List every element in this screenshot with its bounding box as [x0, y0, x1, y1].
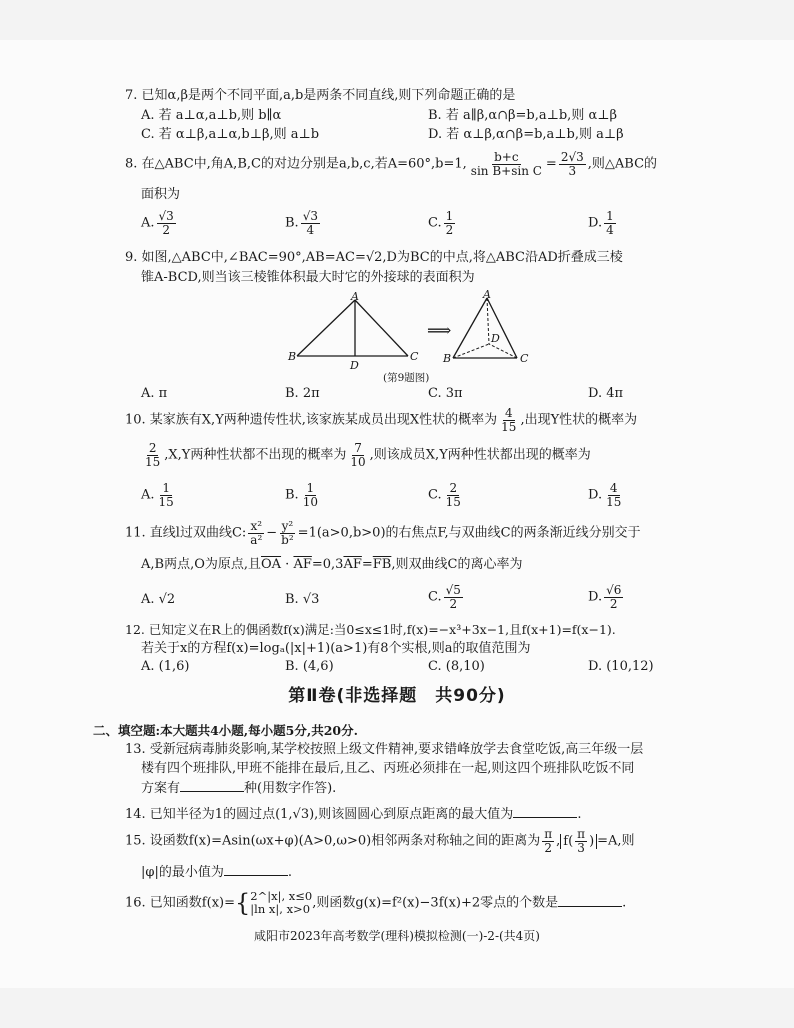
q8-fraction-den: sin B+sin C	[470, 163, 542, 178]
fig2-label-d: D	[491, 332, 500, 345]
q15-pi-num: π	[544, 827, 553, 841]
q14-line	[125, 806, 581, 823]
q10-p1-num: 4	[504, 406, 513, 420]
fig2-edge-ab	[453, 298, 487, 358]
q14-text-a: 14. 已知半径为1的圆过点(1,√3),则该圆圆心到原点距离的最大值为	[125, 807, 514, 822]
q16-text-c: .	[622, 895, 627, 911]
q10-text-d: ,则该成员X,Y两种性状都出现的概率为	[369, 447, 591, 463]
q16-answer-blank[interactable]	[558, 895, 622, 907]
q11-eq: =	[361, 557, 373, 572]
q16-piecewise	[250, 890, 312, 916]
q9-figure-caption: (第9题图)	[383, 372, 430, 384]
q12-option-c: C. (8,10)	[428, 659, 485, 674]
q8-option-c	[428, 210, 457, 236]
q10-text-c: ,X,Y两种性状都不出现的概率为	[164, 447, 347, 463]
q11-c-den: 2	[449, 596, 458, 611]
q10-p2-num: 2	[148, 441, 157, 455]
q8-option-d	[588, 210, 618, 236]
q11-text-d: =0,3	[311, 557, 344, 572]
q8-rhs-num: 2√3	[560, 150, 584, 164]
q16-case2: |ln x|, x>0	[250, 902, 311, 916]
q13-line2: 楼有四个班排队,甲班不能排在最后,且乙、丙班必须排在一起,则这四个班排队吃饭不同	[141, 761, 635, 776]
fig2-label-b: B	[443, 352, 452, 365]
q11-text-a: 11. 直线l过双曲线C:	[125, 525, 247, 541]
q10-c-label: C.	[428, 487, 442, 503]
q7-stem: 7. 已知α,β是两个不同平面,a,b是两条不同直线,则下列命题正确的是	[125, 88, 516, 103]
q10-p3-num: 7	[354, 441, 362, 455]
q8-a-num: √3	[158, 209, 174, 223]
q15-text-b: =A,则	[597, 833, 635, 849]
q8-d-label: D.	[588, 215, 603, 231]
q9-option-c: C. 3π	[428, 386, 463, 401]
q15-pi-den: 2	[544, 840, 553, 855]
q13-answer-blank[interactable]	[180, 780, 244, 792]
q10-p1-den: 15	[501, 419, 517, 434]
q10-stem-line2	[141, 442, 591, 468]
q7-option-d: D. 若 α⊥β,α∩β=b,a⊥b,则 a⊥β	[428, 127, 624, 142]
page-footer: 咸阳市2023年高考数学(理科)模拟检测(一)-2-(共4页)	[253, 929, 540, 943]
q16-brace: {	[235, 889, 251, 917]
q8-d-num: 1	[606, 209, 614, 223]
fig1-label-c: C	[410, 350, 419, 363]
fig1-label-a: A	[351, 290, 359, 303]
q11-minus: −	[266, 525, 278, 541]
q10-b-num: 1	[306, 481, 315, 495]
fig1-edge-ac	[355, 300, 408, 356]
q8-option-a	[141, 210, 178, 236]
q11-text-b: =1(a>0,b>0)的右焦点F,与双曲线C的两条渐近线分别交于	[297, 525, 641, 541]
q8-c-den: 2	[445, 222, 454, 237]
q7-option-a: A. 若 a⊥α,a⊥b,则 b∥α	[141, 108, 282, 123]
q16-case1: 2^|x|, x≤0	[250, 888, 313, 903]
q8-rhs-den: 3	[568, 163, 577, 178]
q11-dot: ·	[281, 557, 294, 572]
q10-a-den: 15	[158, 494, 174, 509]
q11-y-den: b²	[281, 532, 294, 547]
q11-d-num: √6	[606, 583, 622, 597]
q11-stem-line1	[125, 520, 641, 546]
q9-stem-line1: 9. 如图,△ABC中,∠BAC=90°,AB=AC=√2,D为BC的中点,将△ABC沿AD折叠成三棱	[125, 250, 623, 265]
q11-c-label: C.	[428, 589, 442, 605]
q11-d-den: 2	[609, 596, 618, 611]
q11-text-e: ,则双曲线C的离心率为	[391, 557, 523, 572]
q11-x-num: x²	[250, 519, 263, 533]
fig2-label-a: A	[483, 290, 491, 301]
q8-stem-tail: ,则△ABC的	[587, 156, 658, 172]
q12-stem-line2: 若关于x的方程f(x)=logₐ(|x|+1)(a>1)有8个实根,则a的取值范围为	[141, 641, 531, 656]
q11-option-c	[428, 584, 465, 610]
q15-abs-value	[560, 827, 597, 855]
q8-fraction	[469, 151, 544, 177]
fig2-edge-ac	[487, 298, 517, 358]
q10-d-den: 15	[606, 494, 622, 509]
q15-line2	[141, 864, 292, 881]
q15-abs-den: 3	[577, 840, 585, 855]
q12-option-b: B. (4,6)	[285, 659, 334, 674]
section-2-title: 第Ⅱ卷(非选择题 共90分)	[288, 686, 506, 706]
q10-text-b: ,出现Y性状的概率为	[520, 412, 638, 428]
q8-c-num: 1	[445, 209, 454, 223]
q10-text-a: 10. 某家族有X,Y两种遗传性状,该家族某成员出现X性状的概率为	[125, 412, 498, 428]
q8-stem-text: 8. 在△ABC中,角A,B,C的对边分别是a,b,c,若A=60°,b=1,	[125, 156, 467, 172]
q11-x-den: a²	[250, 532, 263, 547]
q15-abs-num: π	[577, 827, 586, 841]
q12-option-d: D. (10,12)	[588, 659, 654, 674]
q15-comma: ,	[556, 833, 561, 849]
q9-stem-line2: 锥A-BCD,则当该三棱锥体积最大时它的外接球的表面积为	[141, 270, 475, 285]
q9-option-b: B. 2π	[285, 386, 320, 401]
q12-stem-line1: 12. 已知定义在R上的偶函数f(x)满足:当0≤x≤1时,f(x)=−x³+3x−1,且f(x+1)=f(x−1).	[125, 622, 616, 637]
q8-c-label: C.	[428, 215, 442, 231]
fold-arrow-icon: ⟹	[427, 321, 452, 341]
q11-y-num: y²	[281, 519, 294, 533]
q16-line	[125, 888, 626, 918]
q9-figure	[285, 290, 555, 384]
q12-option-a: A. (1,6)	[141, 659, 190, 674]
q10-p2-den: 15	[145, 454, 161, 469]
fig2-edge-ad	[487, 298, 489, 344]
q10-c-num: 2	[449, 481, 458, 495]
q13-line1: 13. 受新冠病毒肺炎影响,某学校按照上级文件精神,要求错峰放学去食堂吃饭,高三年级一层	[125, 742, 644, 757]
fig1-edge-ab	[297, 300, 355, 356]
q15-abs-f: f(	[563, 833, 574, 849]
q10-p3-den: 10	[350, 454, 366, 469]
q9-option-d: D. 4π	[588, 386, 624, 401]
q8-d-den: 4	[606, 222, 614, 237]
q11-vector-oa: $\overline{OA}$	[261, 557, 282, 572]
q10-c-den: 15	[445, 494, 461, 509]
q13-line3	[141, 780, 336, 797]
q14-text-b: .	[577, 807, 582, 822]
q13-text-a: 方案有	[141, 781, 181, 796]
q15-line1	[125, 828, 635, 854]
q8-b-label: B.	[285, 215, 299, 231]
scan-bottom-margin	[0, 988, 794, 1028]
q10-stem-line1	[125, 407, 637, 433]
q8-stem-line2: 面积为	[141, 187, 181, 202]
q10-option-c	[428, 482, 465, 508]
q7-option-c: C. 若 α⊥β,a⊥α,b⊥β,则 a⊥b	[141, 127, 320, 142]
q11-option-a: A. √2	[141, 592, 176, 607]
q8-b-num: √3	[302, 209, 318, 223]
q10-d-label: D.	[588, 487, 603, 503]
q11-c-num: √5	[445, 583, 461, 597]
q10-d-num: 4	[609, 481, 618, 495]
q10-option-d	[588, 482, 625, 508]
q8-b-den: 4	[306, 222, 315, 237]
q8-a-den: 2	[162, 222, 170, 237]
q11-option-b: B. √3	[285, 592, 320, 607]
q15-abs-close: )	[589, 833, 595, 849]
fig2-edge-bd	[453, 344, 489, 358]
q11-vector-fb: $\overline{FB}$	[372, 557, 392, 572]
q15-text-a: 15. 设函数f(x)=Asin(ωx+φ)(A>0,ω>0)相邻两条对称轴之间的距离为	[125, 833, 541, 849]
q8-stem-line1	[125, 151, 657, 177]
q11-d-label: D.	[588, 589, 603, 605]
q11-text-c: A,B两点,O为原点,且	[141, 557, 261, 572]
q11-vector-af2: $\overline{AF}$	[343, 557, 362, 572]
q15-text-d: .	[287, 865, 293, 880]
q8-eq: =	[545, 156, 557, 172]
fig2-label-c: C	[520, 352, 529, 365]
q8-option-b	[285, 210, 322, 236]
q16-text-a: 16. 已知函数f(x)=	[125, 895, 235, 911]
fill-in-section-heading: 二、填空题:本大题共4小题,每小题5分,共20分.	[93, 723, 358, 738]
q15-text-c: |φ|的最小值为	[141, 865, 224, 880]
q11-stem-line2	[141, 557, 522, 573]
q7-option-b: B. 若 a∥β,α∩β=b,a⊥b,则 α⊥β	[428, 108, 617, 123]
q9-option-a: A. π	[141, 386, 168, 401]
fig1-label-d: D	[350, 359, 359, 372]
q10-b-den: 10	[302, 494, 318, 509]
q10-a-label: A.	[141, 487, 155, 503]
q11-option-d	[588, 584, 625, 610]
q14-answer-blank[interactable]	[513, 806, 577, 818]
q10-option-b	[285, 482, 322, 508]
q13-text-b: 种(用数字作答).	[244, 781, 337, 796]
fig1-label-b: B	[288, 350, 297, 363]
q15-answer-blank[interactable]	[224, 864, 288, 876]
q11-vector-af: $\overline{AF}$	[293, 557, 312, 572]
q8-a-label: A.	[141, 215, 155, 231]
q10-b-label: B.	[285, 487, 299, 503]
q8-fraction-num: b+c	[494, 150, 519, 164]
scan-top-margin	[0, 0, 794, 40]
q10-option-a	[141, 482, 178, 508]
q10-a-num: 1	[162, 481, 170, 495]
q16-text-b: ,则函数g(x)=f²(x)−3f(x)+2零点的个数是	[312, 895, 559, 911]
q8-rhs-fraction	[559, 151, 586, 177]
